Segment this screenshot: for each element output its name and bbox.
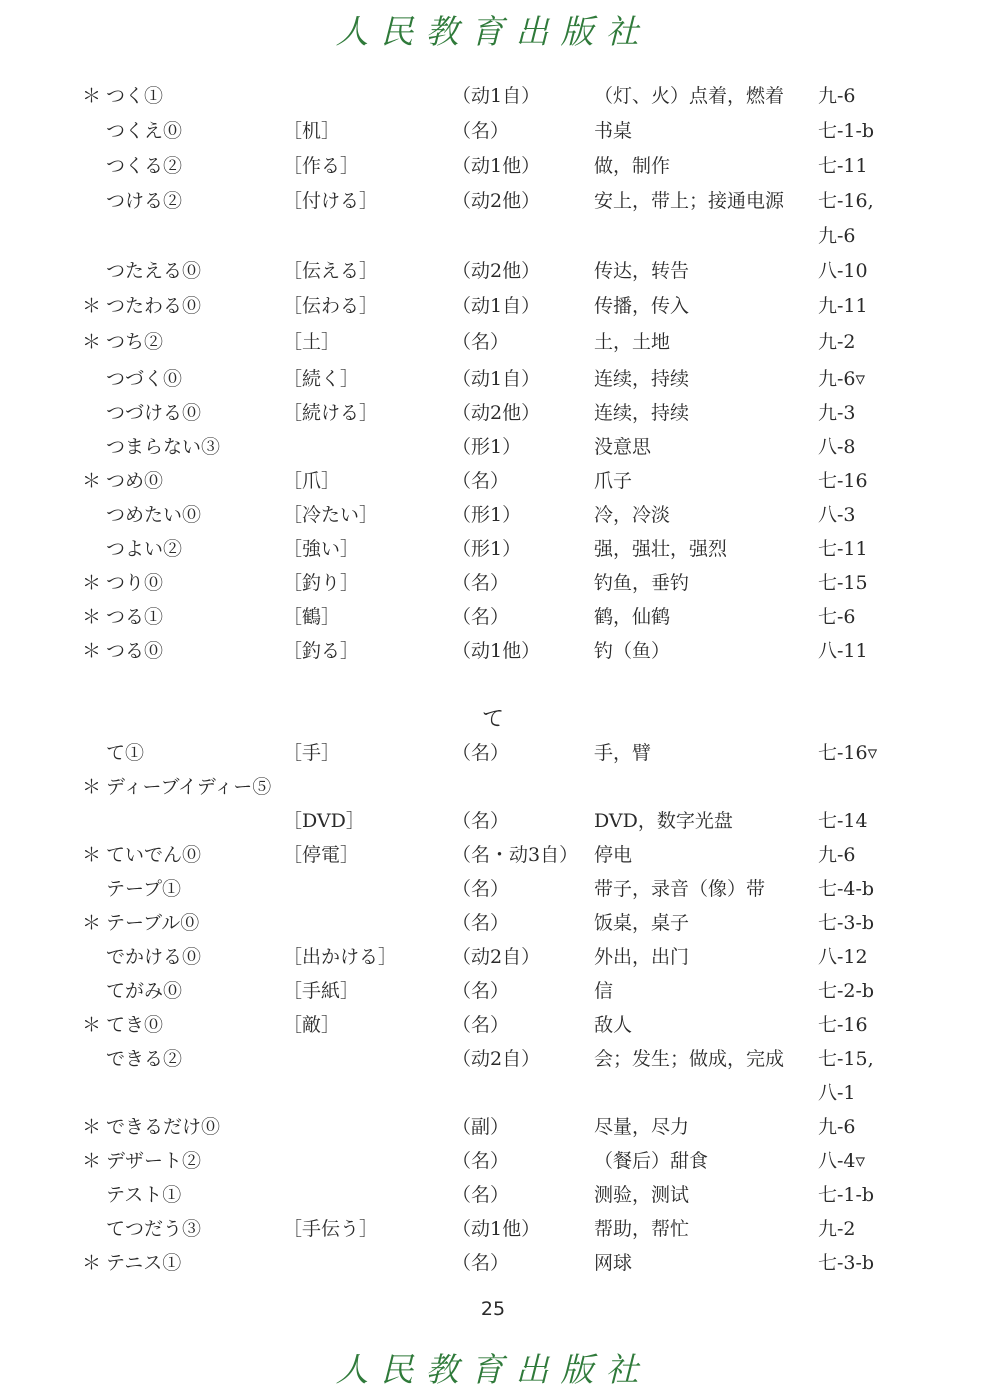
entry-part-of-speech: （名・动3自） [452, 844, 579, 866]
entry-meaning: 冷，冷淡 [594, 504, 671, 526]
entry-meaning: 书桌 [594, 120, 633, 142]
entry-meaning: 没意思 [594, 436, 652, 458]
entry-mark: ＊ [82, 844, 102, 866]
vocab-entry-row [0, 838, 986, 872]
entry-meaning: 外出，出门 [594, 946, 690, 968]
entry-meaning: 鹤，仙鹤 [594, 606, 671, 628]
vocab-entry-row [0, 872, 986, 906]
entry-lesson-ref: 九-6 [818, 844, 856, 866]
entry-mark: ＊ [82, 1116, 102, 1138]
vocab-entry-row [0, 1178, 986, 1212]
entry-lesson-ref: 八-4▿ [818, 1150, 866, 1172]
entry-reading: できるだけ⓪ [106, 1116, 221, 1138]
entry-mark: ＊ [82, 331, 102, 353]
entry-part-of-speech: （副） [452, 1116, 510, 1138]
vocab-entry-row [0, 736, 986, 770]
entry-lesson-ref: 八-10 [818, 260, 868, 282]
entry-part-of-speech: （动1自） [452, 368, 541, 390]
vocab-entry-row [0, 1212, 986, 1246]
vocab-entry-row [0, 430, 986, 464]
vocab-entry-row [0, 770, 986, 804]
vocab-entry-row [0, 940, 986, 974]
entry-meaning: 钓鱼，垂钓 [594, 572, 690, 594]
entry-lesson-ref: 九-3 [818, 402, 856, 424]
entry-meaning: 做，制作 [594, 155, 671, 177]
entry-lesson-ref: 七-3-b [818, 1252, 875, 1274]
entry-part-of-speech: （动2自） [452, 946, 541, 968]
entry-lesson-ref: 七-15 [818, 572, 868, 594]
entry-reading: デザート② [106, 1150, 202, 1172]
entry-part-of-speech: （动1自） [452, 295, 541, 317]
entry-meaning: 测验，测试 [594, 1184, 690, 1206]
vocab-entry-row [0, 254, 986, 288]
entry-meaning: 传播，传入 [594, 295, 690, 317]
vocab-entry-row [0, 498, 986, 532]
entry-lesson-ref: 七-16▿ [818, 742, 878, 764]
vocab-entry-row [0, 289, 986, 323]
entry-kanji: ［続く］ [283, 368, 360, 390]
entry-part-of-speech: （名） [452, 1184, 510, 1206]
entry-kanji: ［手］ [283, 742, 341, 764]
entry-part-of-speech: （名） [452, 331, 510, 353]
entry-reading: つめたい⓪ [106, 504, 202, 526]
entry-meaning: 停电 [594, 844, 633, 866]
entry-part-of-speech: （名） [452, 606, 510, 628]
entry-part-of-speech: （动2他） [452, 260, 541, 282]
entry-kanji: ［停電］ [283, 844, 360, 866]
entry-meaning: 尽量，尽力 [594, 1116, 690, 1138]
entry-kanji: ［鶴］ [283, 606, 341, 628]
entry-reading: つち② [106, 331, 164, 353]
entry-part-of-speech: （名） [452, 470, 510, 492]
entry-mark: ＊ [82, 85, 102, 107]
entry-part-of-speech: （动1他） [452, 640, 541, 662]
entry-kanji: ［手伝う］ [283, 1218, 379, 1240]
entry-part-of-speech: （动1他） [452, 155, 541, 177]
entry-mark: ＊ [82, 640, 102, 662]
entry-mark: ＊ [82, 572, 102, 594]
entry-part-of-speech: （动1自） [452, 85, 541, 107]
entry-part-of-speech: （名） [452, 1014, 510, 1036]
vocab-entry-row [0, 464, 986, 498]
entry-reading: つまらない③ [106, 436, 221, 458]
vocab-entry-row [0, 906, 986, 940]
entry-meaning: 安上，带上；接通电源 [594, 190, 785, 212]
entry-lesson-ref: 七-14 [818, 810, 868, 832]
entry-meaning: 带子，录音（像）带 [594, 878, 766, 900]
entry-lesson-ref: 九-6 [818, 1116, 856, 1138]
entry-reading: つくる② [106, 155, 183, 177]
entry-part-of-speech: （名） [452, 810, 510, 832]
entry-meaning: 土，土地 [594, 331, 671, 353]
entry-lesson-ref: 八-11 [818, 640, 868, 662]
entry-part-of-speech: （名） [452, 120, 510, 142]
entry-meaning: （灯、火）点着，燃着 [594, 85, 785, 107]
entry-lesson-ref: 七-11 [818, 155, 868, 177]
entry-reading: つる⓪ [106, 640, 164, 662]
entry-meaning: 爪子 [594, 470, 633, 492]
entry-reading: ディーブイディー⑤ [106, 776, 272, 798]
entry-reading: つり⓪ [106, 572, 164, 594]
entry-meaning: 会；发生；做成，完成 [594, 1048, 785, 1070]
vocab-entry-row [0, 804, 986, 838]
entry-reading: でかける⓪ [106, 946, 202, 968]
vocab-entry-row [0, 1144, 986, 1178]
entry-mark: ＊ [82, 606, 102, 628]
entry-lesson-ref: 八-12 [818, 946, 868, 968]
entry-mark: ＊ [82, 1150, 102, 1172]
section-heading-te: て [481, 707, 504, 732]
entry-lesson-ref: 八-8 [818, 436, 856, 458]
entry-kanji: ［釣る］ [283, 640, 360, 662]
entry-meaning: 帮助，帮忙 [594, 1218, 690, 1240]
entry-kanji: ［出かける］ [283, 946, 398, 968]
vocab-entry-row [0, 566, 986, 600]
entry-part-of-speech: （名） [452, 742, 510, 764]
entry-reading: つづける⓪ [106, 402, 202, 424]
entry-reading: つける② [106, 190, 183, 212]
entry-lesson-ref: 七-16, [818, 190, 874, 212]
vocab-entry-row [0, 974, 986, 1008]
entry-meaning: 手，臂 [594, 742, 652, 764]
entry-kanji: ［強い］ [283, 538, 360, 560]
entry-reading: つづく⓪ [106, 368, 183, 390]
entry-reading: つくえ⓪ [106, 120, 183, 142]
entry-part-of-speech: （动2自） [452, 1048, 541, 1070]
entry-reading: つめ⓪ [106, 470, 164, 492]
entry-kanji: ［冷たい］ [283, 504, 379, 526]
entry-reading: テニス① [106, 1252, 182, 1274]
vocab-entry-row [0, 184, 986, 218]
entry-meaning: DVD，数字光盘 [594, 810, 733, 832]
vocab-entry-row [0, 362, 986, 396]
entry-reading: テーブル⓪ [106, 912, 200, 934]
entry-part-of-speech: （名） [452, 980, 510, 1002]
vocab-entry-row [0, 1008, 986, 1042]
entry-meaning: 敌人 [594, 1014, 633, 1036]
entry-part-of-speech: （名） [452, 1150, 510, 1172]
entry-part-of-speech: （名） [452, 912, 510, 934]
entry-kanji: ［釣り］ [283, 572, 360, 594]
entry-lesson-ref: 八-3 [818, 504, 856, 526]
entry-lesson-ref: 七-11 [818, 538, 868, 560]
entry-part-of-speech: （动1他） [452, 1218, 541, 1240]
entry-lesson-ref: 九-6▿ [818, 368, 866, 390]
entry-part-of-speech: （名） [452, 1252, 510, 1274]
entry-part-of-speech: （名） [452, 572, 510, 594]
vocab-entry-row [0, 634, 986, 668]
entry-meaning: 传达，转告 [594, 260, 690, 282]
entry-lesson-ref: 七-15, [818, 1048, 874, 1070]
entry-kanji: ［伝わる］ [283, 295, 379, 317]
entry-kanji: ［机］ [283, 120, 341, 142]
entry-lesson-ref: 九-11 [818, 295, 868, 317]
entry-reading: テープ① [106, 878, 182, 900]
vocab-entry-row [0, 79, 986, 113]
vocab-entry-row [0, 114, 986, 148]
entry-meaning: 连续，持续 [594, 402, 690, 424]
entry-mark: ＊ [82, 912, 102, 934]
entry-reading: つよい② [106, 538, 183, 560]
entry-meaning: 连续，持续 [594, 368, 690, 390]
entry-reading: てき⓪ [106, 1014, 164, 1036]
entry-kanji: ［爪］ [283, 470, 341, 492]
vocab-entry-row [0, 532, 986, 566]
page-number: 25 [480, 1298, 506, 1320]
vocab-entry-row [0, 149, 986, 183]
entry-meaning: （餐后）甜食 [594, 1150, 709, 1172]
entry-reading: ていでん⓪ [106, 844, 202, 866]
entry-meaning: 钓（鱼） [594, 640, 671, 662]
entry-kanji: ［DVD］ [283, 810, 365, 832]
publisher-logo-footer: 人民教育出版社 [335, 1350, 651, 1389]
entry-part-of-speech: （动2他） [452, 190, 541, 212]
entry-reading: つる① [106, 606, 164, 628]
entry-part-of-speech: （形1） [452, 436, 522, 458]
entry-kanji: ［敵］ [283, 1014, 341, 1036]
vocab-entry-row [0, 1246, 986, 1280]
entry-meaning: 网球 [594, 1252, 633, 1274]
entry-lesson-ref: 九-6 [818, 225, 856, 247]
entry-part-of-speech: （形1） [452, 538, 522, 560]
entry-kanji: ［続ける］ [283, 402, 379, 424]
entry-lesson-ref: 九-6 [818, 85, 856, 107]
vocab-entry-row [0, 325, 986, 359]
vocab-entry-row [0, 1076, 986, 1110]
entry-part-of-speech: （形1） [452, 504, 522, 526]
entry-reading: テスト① [106, 1184, 182, 1206]
vocab-entry-row [0, 600, 986, 634]
entry-lesson-ref: 七-6 [818, 606, 856, 628]
entry-lesson-ref: 七-1-b [818, 120, 875, 142]
vocab-entry-row [0, 1042, 986, 1076]
entry-lesson-ref: 七-16 [818, 1014, 868, 1036]
entry-kanji: ［手紙］ [283, 980, 360, 1002]
entry-lesson-ref: 七-16 [818, 470, 868, 492]
entry-lesson-ref: 七-3-b [818, 912, 875, 934]
vocab-entry-row [0, 396, 986, 430]
entry-reading: つたわる⓪ [106, 295, 202, 317]
entry-kanji: ［伝える］ [283, 260, 379, 282]
entry-meaning: 信 [594, 980, 614, 1002]
entry-lesson-ref: 九-2 [818, 1218, 856, 1240]
entry-reading: つく① [106, 85, 164, 107]
entry-mark: ＊ [82, 1014, 102, 1036]
entry-lesson-ref: 七-2-b [818, 980, 875, 1002]
entry-lesson-ref: 九-2 [818, 331, 856, 353]
entry-mark: ＊ [82, 1252, 102, 1274]
entry-reading: てつだう③ [106, 1218, 202, 1240]
entry-lesson-ref: 七-1-b [818, 1184, 875, 1206]
entry-lesson-ref: 七-4-b [818, 878, 875, 900]
entry-mark: ＊ [82, 295, 102, 317]
publisher-logo-header: 人民教育出版社 [335, 12, 651, 51]
vocab-entry-row [0, 219, 986, 253]
entry-reading: つたえる⓪ [106, 260, 202, 282]
entry-part-of-speech: （名） [452, 878, 510, 900]
entry-kanji: ［作る］ [283, 155, 360, 177]
entry-mark: ＊ [82, 776, 102, 798]
entry-part-of-speech: （动2他） [452, 402, 541, 424]
entry-kanji: ［土］ [283, 331, 341, 353]
entry-reading: て① [106, 742, 145, 764]
entry-kanji: ［付ける］ [283, 190, 379, 212]
entry-lesson-ref: 八-1 [818, 1082, 856, 1104]
entry-reading: てがみ⓪ [106, 980, 183, 1002]
entry-reading: できる② [106, 1048, 183, 1070]
vocab-entry-row [0, 1110, 986, 1144]
entry-meaning: 强，强壮，强烈 [594, 538, 728, 560]
entry-mark: ＊ [82, 470, 102, 492]
entry-meaning: 饭桌，桌子 [594, 912, 690, 934]
